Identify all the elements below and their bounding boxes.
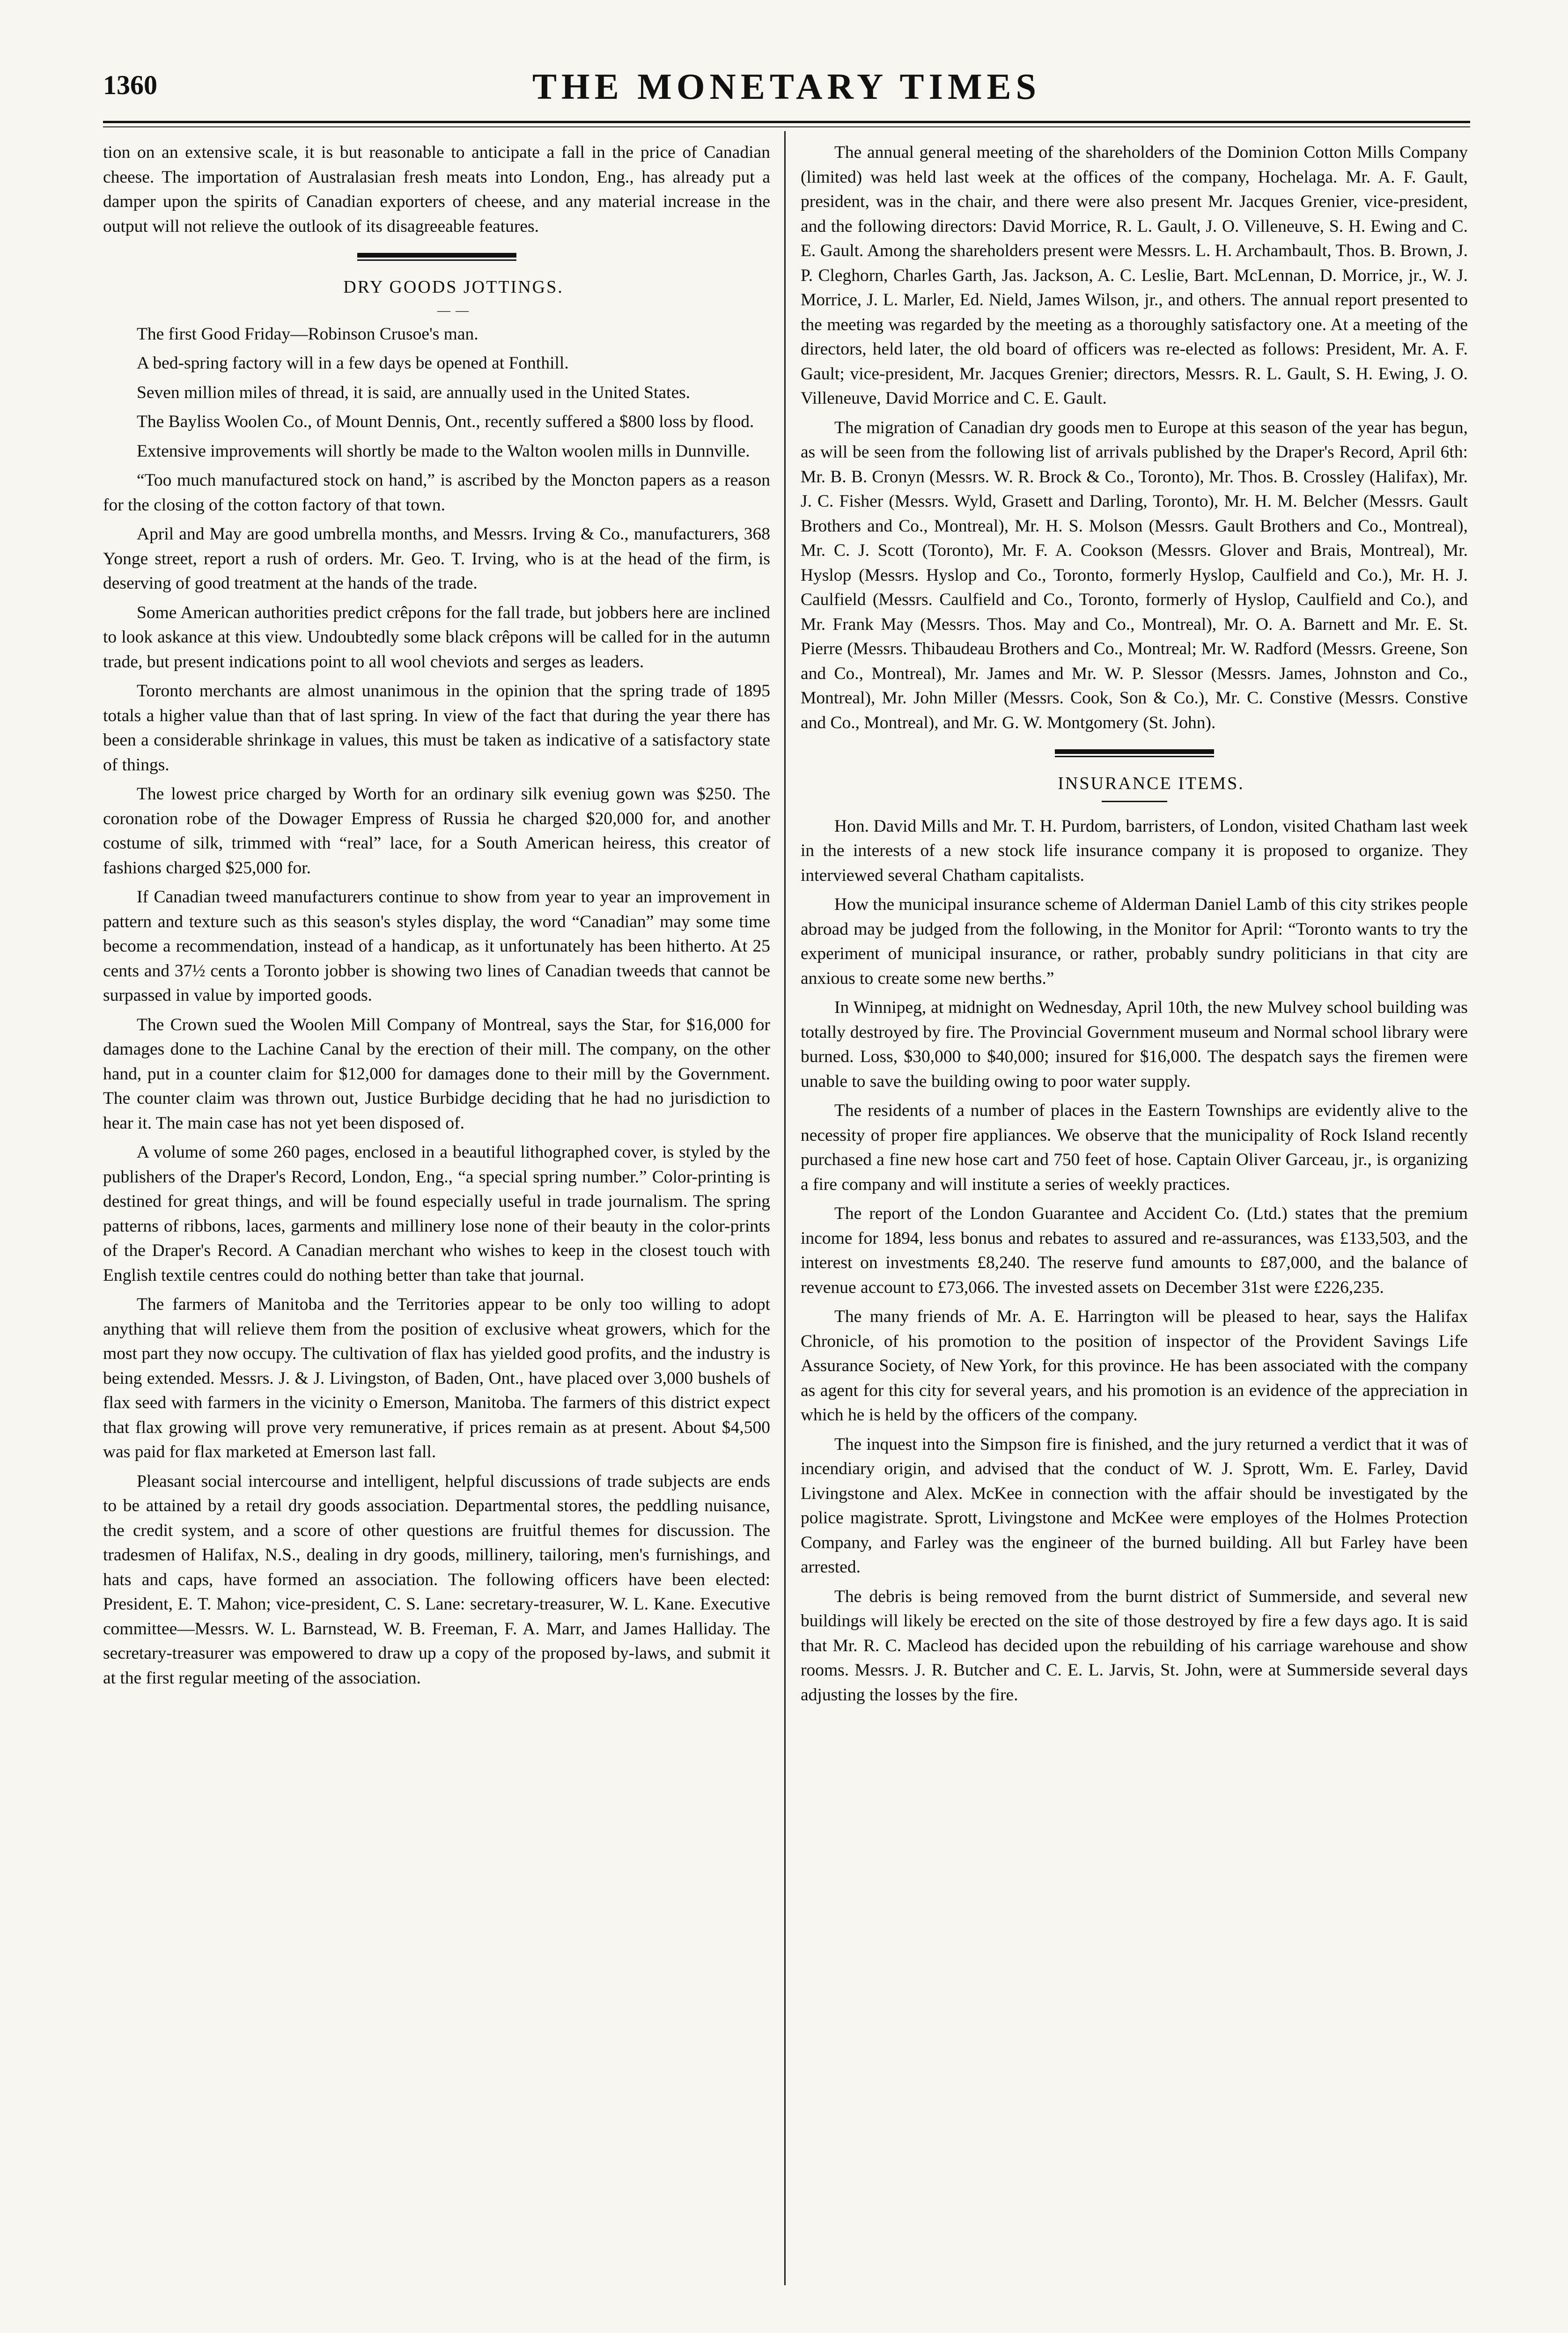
header-rule <box>103 121 1470 123</box>
page-header <box>103 66 1470 122</box>
section-heading-dash: — — <box>437 303 470 318</box>
header-rule-thin <box>103 126 1470 127</box>
paragraph: The inquest into the Simpson fire is finished, and the jury returned a verdict that it was of incendiary origin, and advised that the conduct of W. J. Sprott, Wm. E. Farley, David Livingstone and Alex. McKee in connection with the affair should be investigated by the police magistrate. Sprott, Livingstone and McKee were employes of the Holmes Protection Company, and Farley was the engineer of the burned building. All but Farley have been arrested. <box>801 1434 1468 1577</box>
column-divider <box>784 131 786 2285</box>
paragraph: Seven million miles of thread, it is said, are annually used in the United States. <box>137 383 691 402</box>
paragraph: Pleasant social intercourse and intelligent, helpful discussions of trade subjects are ends to be attained by a retail dry goods association. Departmental stores, the peddling nuisance, the credit system, and a score of other questions are fruitful themes for discussion. The tradesmen of Halifax, N.S., dealing in dry goods, millinery, tailoring, men's furnishings, and hats and caps, have formed an association. The following officers have been elected: President, E. T. Mahon; vice-president, C. S. Lane: secretary-treasurer, W. L. Kane. Executive committee—Messrs. W. L. Barnstead, W. B. Freeman, F. A. Marr, and James Halliday. The secretary-treasurer was empowered to draw up a copy of the proposed by-laws, and submit it at the first regular meeting of the association. <box>103 1471 770 1688</box>
section-heading-insurance: INSURANCE ITEMS. <box>1058 774 1244 793</box>
paragraph: The first Good Friday—Robinson Crusoe's man. <box>137 324 478 344</box>
paragraph: Extensive improvements will shortly be made to the Walton woolen mills in Dunnville. <box>137 441 750 461</box>
right-column <box>801 140 1468 2276</box>
paragraph: The farmers of Manitoba and the Territories appear to be only too willing to adopt anything that will relieve them from the position of exclusive wheat growers, which for the most part they now occupy. The cultivation of flax has yielded good profits, and the industry is being extended. Messrs. J. & J. Livingston, of Baden, Ont., have placed over 3,000 bushels of flax seed with farmers in the vicinity o Emerson, Manitoba. The farmers of this district expect that flax growing will prove very remunerative, if prices remain as at present. About $4,500 was paid for flax marketed at Emerson last fall. <box>103 1295 770 1462</box>
paragraph: The report of the London Guarantee and Accident Co. (Ltd.) states that the premium income for 1894, less bonus and rebates to assured and re-assurances, was £133,503, and the interest on investments £8,240. The reserve fund amounts to £87,000, and the balance of revenue account to £73,066. The invested assets on December 31st were £226,235. <box>801 1204 1468 1297</box>
paragraph: April and May are good umbrella months, and Messrs. Irving & Co., manufacturers, 368 Yonge street, report a rush of orders. Mr. Geo. T. Irving, who is at the head of the firm, is deserving of good treatment at the hands of the trade. <box>103 524 770 593</box>
paragraph: If Canadian tweed manufacturers continue to show from year to year an improvement in pattern and texture such as this season's styles display, the word “Canadian” may some time become a recommendation, instead of a handicap, as it unfortunately has been hitherto. At 25 cents and 37½ cents a Toronto jobber is showing two lines of Canadian tweeds that cannot be surpassed in value by imported goods. <box>103 887 770 1005</box>
left-column <box>103 140 770 2276</box>
paragraph: The many friends of Mr. A. E. Harrington will be pleased to hear, says the Halifax Chronicle, of his promotion to the position of inspector of the Provident Savings Life Assurance Society, of New York, for this province. He has been associated with the company as agent for this city for several years, and his promotion is an evidence of the appreciation in which he is held by the officers of the company. <box>801 1307 1468 1425</box>
section-heading-underline <box>1102 801 1167 802</box>
paragraph: The residents of a number of places in the Eastern Townships are evidently alive to the necessity of proper fire appliances. We observe that the municipality of Rock Island recently purchased a fine new hose cart and 750 feet of hose. Captain Oliver Garceau, jr., is organizing a fire company and will institute a series of weekly practices. <box>801 1101 1468 1194</box>
paragraph: Hon. David Mills and Mr. T. H. Purdom, barristers, of London, visited Chatham last week in the interests of a new stock life insurance company it is proposed to organize. They interviewed several Chatham capitalists. <box>801 816 1468 885</box>
paragraph: How the municipal insurance scheme of Alderman Daniel Lamb of this city strikes people abroad may be judged from the following, in the Monitor for April: “Toronto wants to try the experiment of municipal insurance, or rather, probably sundry politicians in that city are anxious to create some new berths.” <box>801 895 1468 988</box>
article-continuation: tion on an extensive scale, it is but reasonable to anticipate a fall in the price of Canadian cheese. The importation of Australasian fresh meats into London, Eng., has already put a damper upon the spirits of Canadian exporters of cheese, and any material increase in the output will not relieve the outlook of its disagreeable features. <box>103 143 770 236</box>
paragraph: The Bayliss Woolen Co., of Mount Dennis, Ont., recently suffered a $800 loss by flood. <box>137 412 754 431</box>
section-heading-dry-goods: DRY GOODS JOTTINGS. <box>343 277 564 297</box>
section-rule-thin <box>1055 756 1214 757</box>
page-number: 1360 <box>103 70 157 100</box>
section-rule <box>1055 749 1214 754</box>
paragraph: In Winnipeg, at midnight on Wednesday, April 10th, the new Mulvey school building was totally destroyed by fire. The Provincial Government museum and Normal school library were burned. Loss, $30,000 to $40,000; insured for $16,000. The despatch says the firemen were unable to save the building owing to poor water supply. <box>801 998 1468 1091</box>
section-rule <box>357 253 516 258</box>
masthead-title: THE MONETARY TIMES <box>532 66 1041 107</box>
paragraph: “Too much manufactured stock on hand,” is ascribed by the Moncton papers as a reason for the closing of the cotton factory of that town. <box>103 471 770 515</box>
paragraph: The debris is being removed from the burnt district of Summerside, and several new buildings will likely be erected on the site of those destroyed by fire a few days ago. It is said that Mr. R. C. Macleod has decided upon the rebuilding of his carriage warehouse and show rooms. Messrs. J. R. Butcher and C. E. L. Jarvis, St. John, were at Summerside several days adjusting the losses by the fire. <box>801 1587 1468 1705</box>
paragraph: Toronto merchants are almost unanimous in the opinion that the spring trade of 1895 totals a higher value than that of last spring. In view of the fact that during the year there has been a considerable shrinkage in values, this must be taken as indicative of a satisfactory state of things. <box>103 681 770 775</box>
paragraph: The Crown sued the Woolen Mill Company of Montreal, says the Star, for $16,000 for damages done to the Lachine Canal by the erection of their mill. The company, on the other hand, put in a counter claim for $12,000 for damages done to their mill by the Government. The counter claim was thrown out, Justice Burbidge deciding that he had no jurisdiction to hear it. The main case has not yet been disposed of. <box>103 1015 770 1133</box>
section-rule-thin <box>357 259 516 261</box>
paragraph: A bed-spring factory will in a few days be opened at Fonthill. <box>137 354 569 373</box>
paragraph: Some American authorities predict crêpons for the fall trade, but jobbers here are inclined to look askance at this view. Undoubtedly some black crêpons will be called for in the autumn trade, but present indications point to all wool cheviots and serges as leaders. <box>103 603 770 672</box>
paragraph: The migration of Canadian dry goods men to Europe at this season of the year has begun, as will be seen from the following list of arrivals published by the Draper's Record, April 6th: Mr. B. B. Cronyn (Messrs. W. R. Brock & Co., Toronto), Mr. Thos. B. Crossley (Halifax), Mr. J. C. Fisher (Messrs. Wyld, Grasett and Darling, Toronto), Mr. H. M. Belcher (Messrs. Gault Brothers and Co., Montreal), Mr. H. S. Molson (Messrs. Gault Brothers and Co., Montreal), Mr. C. J. Scott (Toronto), Mr. F. A. Cookson (Messrs. Glover and Brais, Montreal), Mr. Hyslop (Messrs. Hyslop and Co., Toronto, formerly Hyslop, Caulfield and Co.), Mr. H. J. Caulfield (Messrs. Caulfield and Co., Toronto, formerly of Hyslop, Caulfield and Co.), and Mr. Frank May (Messrs. Thos. May and Co., Montreal), Mr. O. A. Barnett and Mr. E. St. Pierre (Messrs. Thibaudeau Brothers and Co., Montreal; Mr. W. Radford (Messrs. Greene, Son and Co., Montreal), Mr. James and Mr. W. P. Slessor (Messrs. James, Johnston and Co., Montreal), Mr. John Miller (Messrs. Cook, Son & Co.), Mr. C. Constive (Messrs. Constive and Co., Montreal), and Mr. G. W. Montgomery (St. John). <box>801 418 1468 732</box>
paragraph: The lowest price charged by Worth for an ordinary silk eveniug gown was $250. The coronation robe of the Dowager Empress of Russia he charged $20,000 for, and another costume of silk, trimmed with “real” lace, for a South American heiress, this creator of fashions charged $25,000 for. <box>103 784 770 878</box>
paragraph: A volume of some 260 pages, enclosed in a beautiful lithographed cover, is styled by the publishers of the Draper's Record, London, Eng., “a special spring number.” Color-printing is destined for great things, and will be found especially useful in trade journalism. The spring patterns of ribbons, laces, garments and millinery lose none of their beauty in the color-prints of the Draper's Record. A Canadian merchant who wishes to keep in the closest touch with English textile centres could do nothing better than take that journal. <box>103 1143 770 1285</box>
paragraph: The annual general meeting of the shareholders of the Dominion Cotton Mills Company (limited) was held last week at the offices of the company, Hochelaga. Mr. A. F. Gault, president, was in the chair, and there were also present Mr. Jacques Grenier, vice-president, and the following directors: David Morrice, R. L. Gault, J. O. Villeneuve, S. H. Ewing and C. E. Gault. Among the shareholders present were Messrs. L. H. Archambault, Thos. B. Brown, J. P. Cleghorn, Charles Garth, Jas. Jackson, A. C. Leslie, Bart. McLennan, D. Morrice, jr., W. J. Morrice, J. L. Marler, Ed. Nield, James Wilson, jr., and others. The annual report presented to the meeting was regarded by the meeting as a thoroughly satisfactory one. At a meeting of the directors, held later, the old board of officers was re-elected as follows: President, Mr. A. F. Gault; vice-president, Mr. Jacques Grenier; directors, Messrs. R. L. Gault, S. H. Ewing, J. O. Villeneuve, David Morrice and C. E. Gault. <box>801 143 1468 408</box>
